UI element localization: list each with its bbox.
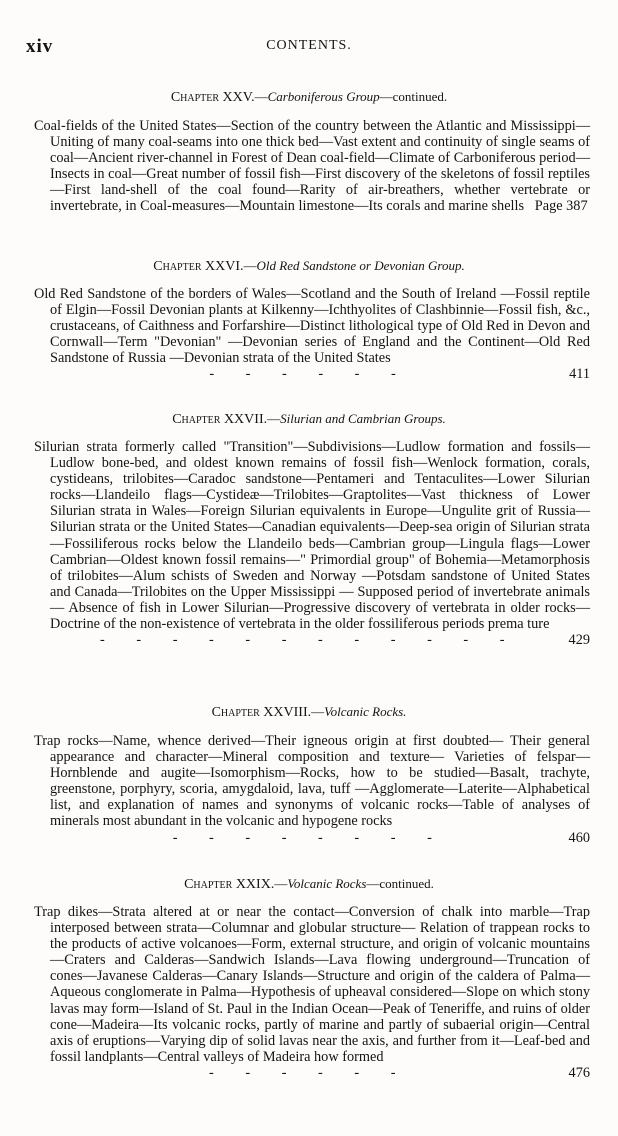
summary-text: Old Red Sandstone of the borders of Wales—Scotland and the South of Ireland —Fossil reptile of Elgin—Fossil Devonian plants at Kilkenny—Ichthyolites of Clashbinnie—Fossil fish, &c., crustaceans, of Caithness and Forfarshire—Distinct lithological type of Old Red in Devon and Cornwall—Term "Devonian" —Devonian series of England and the Continent—Old Red Sandstone of Russia —Devonian strata of the United States (34, 286, 590, 367)
chapter-title: Volcanic Rocks. (324, 704, 407, 719)
chapter-title: Volcanic Rocks (287, 876, 367, 891)
chapter-label: Chapter XXVIII. (211, 705, 312, 720)
chapter-title-suffix: —continued. (379, 89, 448, 104)
page-reference: Page 387 (534, 198, 588, 215)
chapter-heading: Chapter XXVI.—Old Red Sandstone or Devonian Group. (153, 258, 465, 274)
chapter-summary (34, 286, 590, 383)
chapter-heading: Chapter XXVIII.—Volcanic Rocks. (211, 704, 407, 720)
chapter-summary (34, 733, 590, 846)
chapter-summary (34, 904, 590, 1081)
chapter-label: Chapter XXVII. (172, 412, 268, 427)
leader-dots: - - - - - - - - - - - - (100, 632, 519, 649)
chapter-heading: Chapter XXVII.—Silurian and Cambrian Groups. (172, 411, 446, 427)
leader-line (34, 632, 590, 648)
summary-text: Trap dikes—Strata altered at or near the contact—Conversion of chalk into marble—Trap interposed between strata—Columnar and globular structure— Relation of trappean rocks to the products of active volcanoes—Form, external structure, and origin of volcanic mountains—Craters and Calderas—Sandwich Islands—Lava flowing underground—Truncation of cones—Javanese Calderas—Canary Islands—Structure and origin of the caldera of Palma— Aqueous conglomerate in Palma—Hypothesis of upheaval considered—Slope on which stony lavas may form—Island of St. Paul in the Indian Ocean—Peak of Teneriffe, and ruins of older cone—Madeira—Its volcanic rocks, partly of marine and partly of subaerial origin—Central axis of eruptions—Varying dip of solid lavas near the axis, and further from it—Leaf-bed and fossil landplants—Central valleys of Madeira how formed (34, 904, 590, 1065)
chapter-label: Chapter XXV. (170, 90, 255, 105)
leader-line (34, 1065, 590, 1081)
leader-line (34, 830, 590, 846)
chapter-summary (34, 439, 590, 648)
page-title: CONTENTS. (266, 38, 352, 53)
chapter-title: Old Red Sandstone or Devonian Group. (256, 258, 465, 273)
page-reference: 460 (568, 829, 590, 846)
chapter-heading: Chapter XXV.—Carboniferous Group—continued. (170, 89, 448, 105)
page-folio: xiv (26, 36, 54, 57)
chapter-heading: Chapter XXIX.—Volcanic Rocks—continued. (184, 876, 434, 892)
chapter-label: Chapter XXIX. (184, 877, 275, 892)
running-head (0, 36, 618, 58)
leader-dots: - - - - - - (209, 366, 410, 383)
chapter-title: Silurian and Cambrian Groups. (280, 411, 446, 426)
summary-text: Trap rocks—Name, whence derived—Their igneous origin at first doubted— Their general appearance and character—Mineral composition and texture— Varieties of felspar—Hornblende and augite—Isomorphism—Rocks, how to be studied—Basalt, trachyte, greenstone, porphyry, scoria, amygdaloid, lava, tuff —Agglomerate—Laterite—Alphabetical list, and explanation of names and synonyms of volcanic rocks—Table of analyses of minerals most abundant in the volcanic and hypogene rocks (34, 733, 590, 830)
page-reference: 429 (568, 632, 590, 649)
chapter-title: Carboniferous Group (267, 89, 380, 104)
leader-dots: - - - - - - - - (172, 829, 446, 846)
chapter-summary (34, 118, 590, 215)
page-reference: 411 (569, 366, 590, 383)
chapter-label: Chapter XXVI. (153, 259, 244, 274)
leader-dots: - - - - - - (209, 1064, 410, 1081)
chapter-title-suffix: —continued. (366, 876, 434, 891)
summary-text: Silurian strata formerly called "Transition"—Subdivisions—Ludlow formation and fossils—Ludlow bone-bed, and oldest known remains of fossil fish—Wenlock formation, corals, cystideans, trilobites—Caradoc sandstone—Pentameri and Tentaculites—Lower Silurian rocks—Llandeilo flags—Cystideæ—Trilobites—Graptolites—Vast thickness of Lower Silurian strata in Wales—Foreign Silurian equivalents in Europe—Ungulite grit of Russia—Silurian strata or the United States—Canadian equivalents—Deep-sea origin of Silurian strata —Fossiliferous rocks below the Llandeilo beds—Cambrian group—Lingula flags—Lower Cambrian—Oldest known fossil remains—" Primordial group" of Bohemia—Metamorphosis of trilobites—Alum schists of Sweden and Norway —Potsdam sandstone of United States and Canada—Trilobites on the Upper Mississippi — Supposed period of invertebrate animals — Absence of fish in Lower Silurian—Progressive discovery of vertebrata in older rocks—Doctrine of the non-existence of vertebrata in the older fossiliferous periods prema ture (34, 439, 590, 633)
summary-text: Coal-fields of the United States—Section of the country between the Atlantic and Mississippi—Uniting of many coal-seams into one thick bed—Vast extent and continuity of single seams of coal—Ancient river-channel in Forest of Dean coal-field—Climate of Carboniferous period—Insects in coal—Great number of fossil fish—First discovery of the skeletons of fossil reptiles—First land-shell of the coal found—Rarity of air-breathers, whether vertebrate or invertebrate, in Coal-measures—Mountain limestone—Its corals and marine shells Page 387 (34, 118, 590, 215)
leader-line (34, 366, 590, 382)
page-reference: 476 (568, 1064, 590, 1081)
